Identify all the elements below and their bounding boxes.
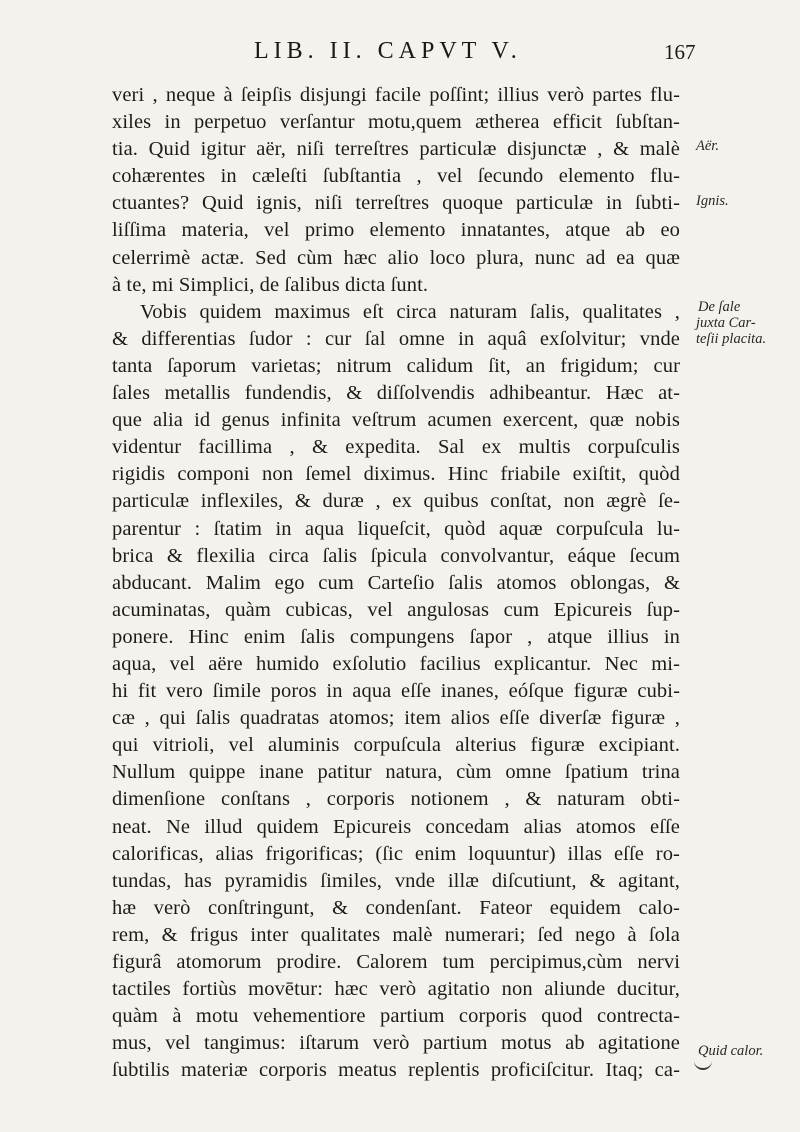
- text-line: tactiles fortiùs movētur: hæc verò agitatio non aliunde ducitur,: [112, 978, 680, 1001]
- text-line: que alia id genus infinita veſtrum acumen exercent, quæ nobis: [112, 409, 680, 432]
- margin-note-ignis: Ignis.: [696, 193, 729, 209]
- text-line: hi fit vero ſimile poros in aqua eſſe inanes, eóſque figuræ cubi-: [112, 680, 680, 703]
- text-line: à te, mi Simplici, de ſalibus dicta ſunt.: [112, 273, 429, 296]
- text-line: rigidis componi non ſemel diximus. Hinc friabile exiſtit, quòd: [112, 463, 680, 486]
- margin-note-aer: Aër.: [696, 138, 719, 154]
- text-line: ſubtilis materiæ corporis meatus replentis proficiſcitur. Itaq; ca-: [112, 1059, 680, 1082]
- text-line: xiles in perpetuo verſantur motu,quem ætherea efficit ſubſtan-: [112, 111, 680, 134]
- running-head: LIB. II. CAPVT V.: [254, 38, 522, 64]
- text-line: abducant. Malim ego cum Carteſio ſalis atomos oblongas, &: [112, 571, 680, 594]
- page-number: 167: [664, 40, 696, 64]
- text-line: tanta ſaporum varietas; nitrum calidum ſit, an frigidum; cur: [112, 354, 680, 377]
- text-line: hæ verò conſtringunt, & condenſant. Fateor equidem calo-: [112, 896, 680, 919]
- text-line: acuminatas, quàm cubicas, vel angulosas cum Epicureis ſup-: [112, 598, 680, 621]
- text-line: tia. Quid igitur aër, niſi terreſtres particulæ disjunctæ , & malè: [112, 138, 680, 161]
- text-line: videntur facillima , & expedita. Sal ex multis corpuſculis: [112, 436, 680, 459]
- text-line: parentur : ſtatim in aqua liqueſcit, quòd aquæ corpuſcula lu-: [112, 517, 680, 540]
- text-line: Nullum quippe inane patitur natura, cùm omne ſpatium trina: [112, 761, 680, 784]
- text-line: dimenſione conſtans , corporis notionem , & naturam obti-: [112, 788, 680, 811]
- text-line: brica & flexilia circa ſalis ſpicula convolvantur, eáque ſecum: [112, 544, 680, 567]
- text-line: liſſima materia, vel primo elemento innatantes, atque ab eo: [112, 219, 680, 242]
- text-line: cohærentes in cæleſti ſubſtantia , vel ſecundo elemento flu-: [112, 165, 680, 188]
- text-line: particulæ inflexiles, & duræ , ex quibus conſtat, non ægrè ſe-: [112, 490, 680, 513]
- margin-note-juxta-cartesium: juxta Car-: [696, 315, 756, 331]
- margin-note-placita: teſii placita.: [696, 331, 767, 347]
- text-line: ponere. Hinc enim ſalis compungens ſapor , atque illius in: [112, 625, 680, 648]
- text-line: ſales metallis fundendis, & diſſolvendis adhibeantur. Hæc at-: [112, 382, 680, 405]
- text-line: qui vitrioli, vel aluminis corpuſcula alterius figuræ excipiant.: [112, 734, 680, 757]
- margin-note-quid-calor: Quid calor.: [698, 1043, 764, 1059]
- text-line: veri , neque à ſeipſis disjungi facile poſſint; illius verò partes flu-: [112, 84, 680, 106]
- text-line: quàm à motu vehementiore partium corporis quod contrecta-: [112, 1005, 680, 1028]
- ornament-mark: [694, 1060, 712, 1070]
- text-line: cæ , qui ſalis quadratas atomos; item alios eſſe diverſæ figuræ ,: [112, 707, 680, 730]
- text-line: tundas, has pyramidis ſimiles, vnde illæ diſcutiunt, & agitant,: [112, 869, 680, 892]
- text-line: Vobis quidem maximus eſt circa naturam ſalis, qualitates ,: [140, 300, 680, 323]
- text-line: ctuantes? Quid ignis, niſi terreſtres quoque particulæ in ſubti-: [112, 192, 680, 215]
- text-line: rem, & frigus inter qualitates malè numerari; ſed nego à ſola: [112, 923, 680, 946]
- text-line: & differentias ſudor : cur ſal omne in aquâ exſolvitur; vnde: [112, 327, 680, 350]
- text-line: mus, vel tangimus: iſtarum verò partium motus ab agitatione: [112, 1032, 680, 1055]
- body-text: [112, 82, 680, 1084]
- margin-note-de-sale: De ſale: [698, 299, 741, 315]
- text-line: aqua, vel aëre humido exſolutio facilius explicantur. Nec mi-: [112, 652, 680, 675]
- text-line: calorificas, alias frigorificas; (ſic enim loquuntur) illas eſſe ro-: [112, 842, 680, 865]
- text-line: neat. Ne illud quidem Epicureis concedam alias atomos eſſe: [112, 815, 680, 838]
- text-line: figurâ atomorum prodire. Calorem tum percipimus,cùm nervi: [112, 951, 680, 973]
- text-line: celerrimè actæ. Sed cùm hæc alio loco plura, nunc ad ea quæ: [112, 246, 680, 269]
